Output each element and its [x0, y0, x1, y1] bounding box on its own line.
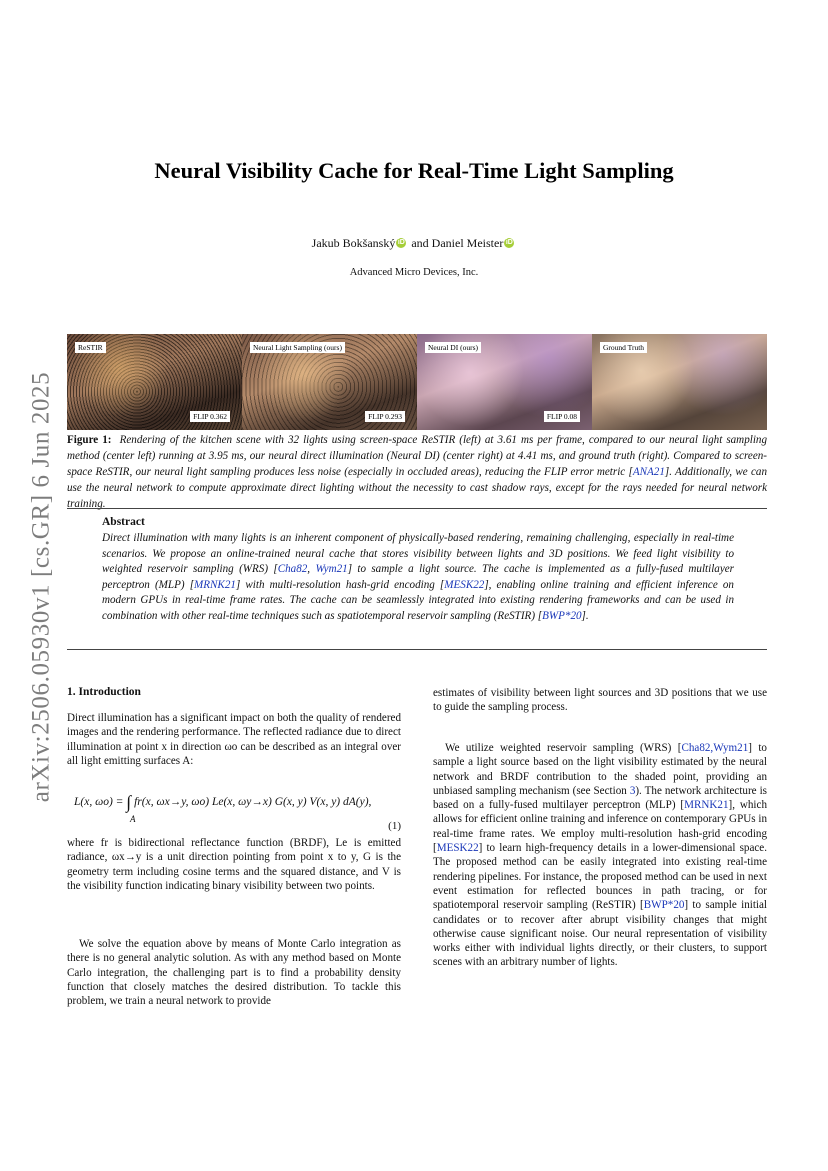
intro-paragraph: We utilize weighted reservoir sampling (WRS) [Cha82,Wym21] to sample a light source based on the light visibility estimated by the neural network and BRDF contribution to the shaded point, providing an unbiased sampling mechanism (see Section 3). The network architecture is based on a fully-fused multilayer perceptron (MLP) [MRNK21], which allows for efficient online training and inference on contemporary GPUs in real-time frame rates. We employ multi-resolution hash-grid encoding [MESK22] to learn high-frequency details in a lower-dimensional space. The proposed method can be easily integrated into existing real-time rendering pipelines. For instance, the proposed method can be used in next event estimation for reflected bounces in path tracing, or for spatiotemporal reservoir sampling (ReSTIR) [BWP*20] to sample initial candidates or to recover after abrupt visibility changes that might otherwise cause significant noise. Our neural representation of visibility works either with individual lights directly, or their clusters, to support scenes with an arbitrary number of lights.	[433, 742, 767, 969]
integral-domain: A	[130, 814, 136, 824]
orcid-icon[interactable]: iD	[397, 239, 405, 246]
section-heading: 1. Introduction	[67, 686, 141, 698]
equation-body: L(x, ωo) = ∫ fr(x, ωx→y, ωo) Le(x, ωy→x) G(x, y) V(x, y) dA(y),	[74, 792, 372, 812]
caption-text: Rendering of the kitchen scene with 32 lights using screen-space ReSTIR (left) at 3.61 ms per frame, compared to our neural light sampling method (center left) running at 3.95 ms, our neural direct illumination (Neural DI) (center right) at 4.41 ms, and ground truth (right). Compared to screen-space ReSTIR, our neural light sampling produces less noise (especially in occluded areas), reducing the FLIP error metric [ANA21]. Additionally, we can use the neural network to compute approximate direct lighting without the necessity to cast shadow rays, except for the rays needed for neural network training.	[67, 434, 767, 510]
panel-label: Ground Truth	[600, 342, 647, 353]
intro-paragraph: We solve the equation above by means of Monte Carlo integration as there is no general analytic solution. As with any method based on Monte Carlo integration, the challenging part is to find a probability density function that closely matches the desired distribution. To tackle this problem, we train a neural network to provide	[67, 938, 401, 1008]
equation	[67, 788, 401, 836]
citation-link[interactable]: BWP*20	[542, 609, 582, 622]
citation-link[interactable]: BWP*20	[643, 899, 685, 912]
citation-link[interactable]: Wym21	[315, 563, 348, 576]
panel-flip-score: FLIP 0.362	[190, 411, 230, 422]
panel-label: ReSTIR	[75, 342, 106, 353]
teaser-panel-neural-light-sampling	[242, 334, 417, 430]
integral-sign: ∫	[126, 792, 132, 812]
abstract-heading: Abstract	[102, 516, 145, 528]
figure-label: Figure 1:	[67, 434, 112, 446]
intro-paragraph: Direct illumination has a significant impact on both the quality of rendered images and the rendering performance. The reflected radiance due to direct illumination at point x in direction ωo can be described as an integral over all light emitting surfaces A:	[67, 712, 401, 767]
divider	[67, 508, 767, 509]
author-conjunction: and	[411, 236, 429, 250]
author-2: Daniel Meister	[431, 236, 504, 250]
figure-caption	[67, 432, 767, 512]
author-1: Jakub Bokšanský	[311, 236, 396, 250]
authors	[0, 236, 828, 251]
affiliation: Advanced Micro Devices, Inc.	[349, 267, 479, 278]
panel-label: Neural DI (ours)	[425, 342, 481, 353]
citation-link[interactable]: ANA21	[632, 466, 665, 478]
teaser-panel-neural-di	[417, 334, 592, 430]
intro-paragraph: estimates of visibility between light sources and 3D positions that we use to guide the sampling process.	[433, 687, 767, 714]
abstract-body: Direct illumination with many lights is an inherent component of physically-based rendering, remaining challenging, especially in real-time scenarios. We propose an online-trained neural cache that stores visibility between lights and 3D positions. We feed light visibility to weighted reservoir sampling (WRS) [Cha82, Wym21] to sample a light source. The cache is implemented as a fully-fused multilayer perceptron (MLP) [MRNK21] with multi-resolution hash-grid encoding [MESK22], enabling online training and efficient inference on modern GPUs in real-time frame rates. The cache can be seamlessly integrated into existing rendering frameworks and can be used in combination with other real-time techniques such as spatiotemporal reservoir sampling (ReSTIR) [BWP*20].	[102, 532, 735, 622]
citation-link[interactable]: MESK22	[444, 578, 485, 591]
citation-link[interactable]: Cha82	[277, 563, 308, 576]
teaser-panel-restir	[67, 334, 242, 430]
citation-link[interactable]: MRNK21	[684, 799, 729, 812]
equation-number: (1)	[388, 820, 401, 832]
divider	[67, 649, 767, 650]
teaser-panel-ground-truth	[592, 334, 767, 430]
citation-link[interactable]: Cha82,Wym21	[681, 742, 749, 754]
teaser-figure	[67, 334, 767, 430]
citation-link[interactable]: MESK22	[436, 842, 479, 855]
section-link[interactable]: 3	[629, 784, 636, 797]
arxiv-stamp: arXiv:2506.05930v1 [cs.GR] 6 Jun 2025	[27, 371, 55, 803]
panel-label: Neural Light Sampling (ours)	[250, 342, 345, 353]
orcid-icon[interactable]: iD	[505, 239, 513, 246]
intro-paragraph: where fr is bidirectional reflectance function (BRDF), Le is emitted radiance, ωx→y is a unit direction pointing from point x to y, G is the geometry term including cosine terms and the squared distance, and V is the visibility function indicating binary visibility between two points.	[67, 837, 401, 892]
panel-flip-score: FLIP 0.293	[365, 411, 405, 422]
paper-title: Neural Visibility Cache for Real-Time Light Sampling	[154, 158, 674, 183]
panel-flip-score: FLIP 0.08	[544, 411, 580, 422]
citation-link[interactable]: MRNK21	[194, 578, 236, 591]
